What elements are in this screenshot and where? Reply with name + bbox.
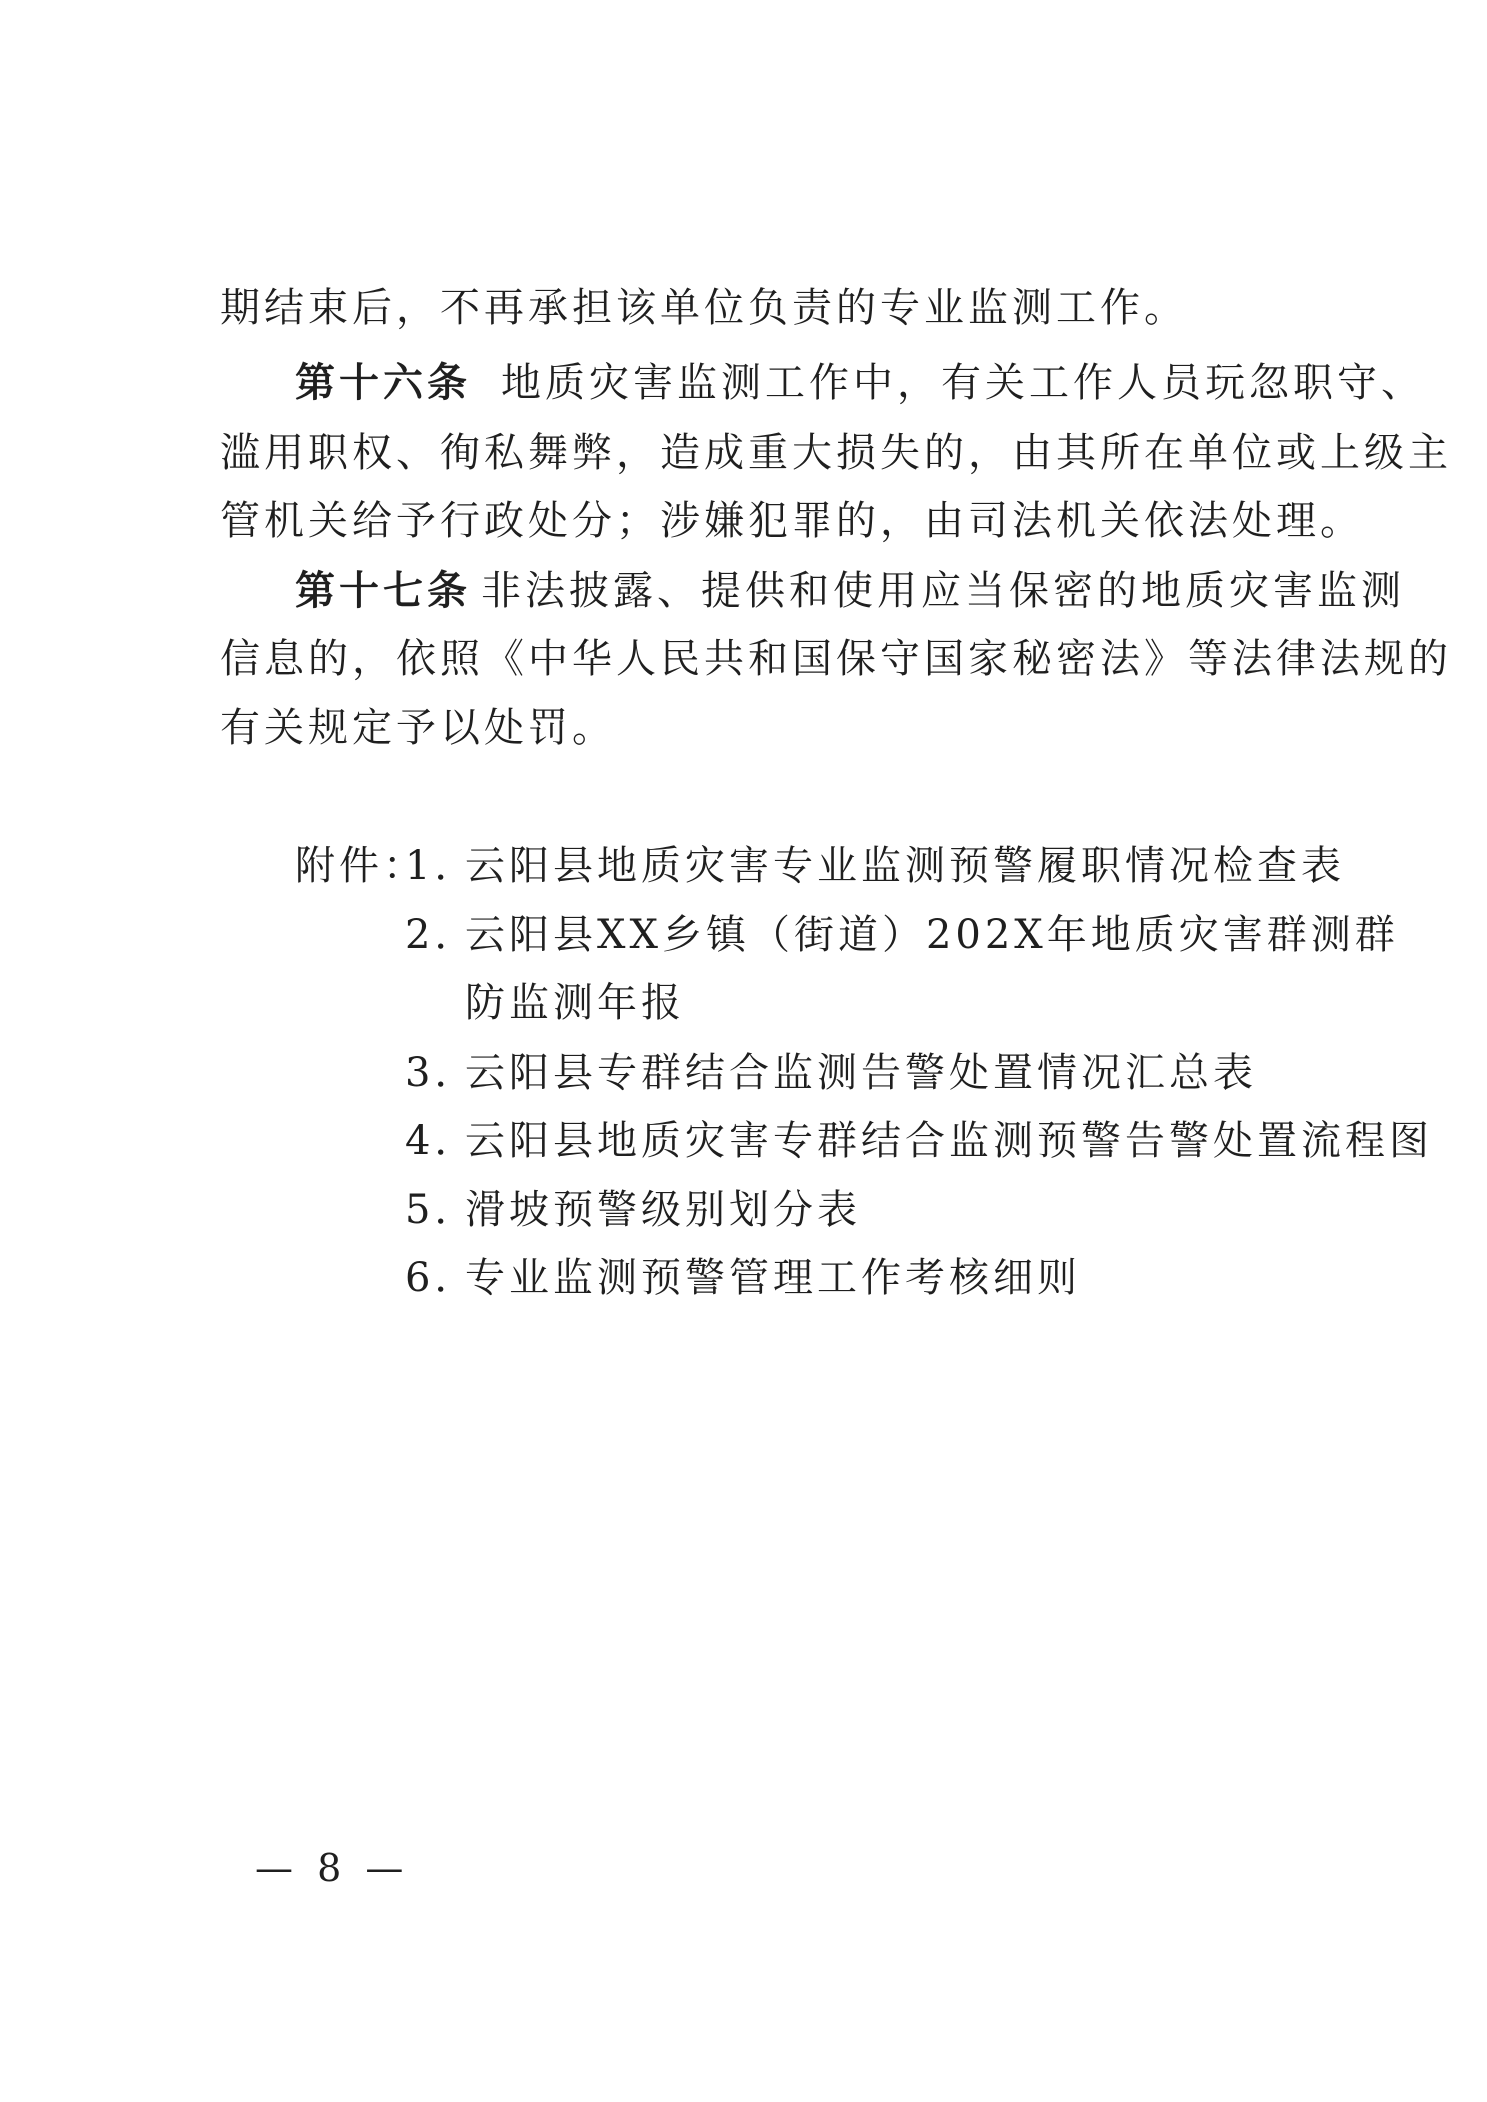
attachment-text: 云阳县专群结合监测告警处置情况汇总表 bbox=[465, 1050, 1257, 1096]
attachment-number: 5． bbox=[405, 1187, 479, 1233]
attachments-label: 附件： bbox=[295, 843, 427, 889]
article-17-text-1: 非法披露、提供和使用应当保密的地质灾害监测 bbox=[481, 568, 1405, 614]
attachment-number: 2． bbox=[405, 912, 479, 958]
attachment-item-1 bbox=[405, 838, 1345, 894]
attachment-text: 专业监测预警管理工作考核细则 bbox=[465, 1255, 1081, 1301]
attachment-item-5 bbox=[405, 1182, 861, 1238]
attachment-number: 1． bbox=[405, 843, 479, 889]
attachment-item-2-continuation: 防监测年报 bbox=[465, 980, 685, 1026]
article-17-line-1 bbox=[295, 563, 1405, 619]
attachment-item-4 bbox=[405, 1113, 1433, 1169]
attachment-number: 3． bbox=[405, 1050, 479, 1096]
article-16-line-1 bbox=[295, 355, 1425, 411]
article-16-line-2: 滥用职权、徇私舞弊，造成重大损失的，由其所在单位或上级主 bbox=[220, 430, 1452, 476]
attachment-number: 6． bbox=[405, 1255, 479, 1301]
attachment-item-3 bbox=[405, 1045, 1257, 1101]
article-16-line-3: 管机关给予行政处分；涉嫌犯罪的，由司法机关依法处理。 bbox=[220, 498, 1364, 544]
article-16-text-1: 地质灾害监测工作中，有关工作人员玩忽职守、 bbox=[501, 360, 1425, 406]
article-17-line-3: 有关规定予以处罚。 bbox=[220, 705, 616, 751]
attachment-item-6 bbox=[405, 1250, 1081, 1306]
article-17-heading: 第十七条 bbox=[295, 568, 471, 614]
attachment-text: 云阳县XX乡镇（街道）202X年地质灾害群测群 bbox=[465, 912, 1399, 958]
page-number: — 8 — bbox=[255, 1846, 410, 1890]
attachment-text: 云阳县地质灾害专业监测预警履职情况检查表 bbox=[465, 843, 1345, 889]
attachment-number: 4． bbox=[405, 1118, 479, 1164]
article-17-line-2: 信息的，依照《中华人民共和国保守国家秘密法》等法律法规的 bbox=[220, 636, 1452, 682]
attachment-item-2 bbox=[405, 907, 1399, 963]
attachment-text: 滑坡预警级别划分表 bbox=[465, 1187, 861, 1233]
paragraph-continuation: 期结束后，不再承担该单位负责的专业监测工作。 bbox=[220, 285, 1188, 331]
article-16-heading: 第十六条 bbox=[295, 360, 471, 406]
attachment-text: 云阳县地质灾害专群结合监测预警告警处置流程图 bbox=[465, 1118, 1433, 1164]
